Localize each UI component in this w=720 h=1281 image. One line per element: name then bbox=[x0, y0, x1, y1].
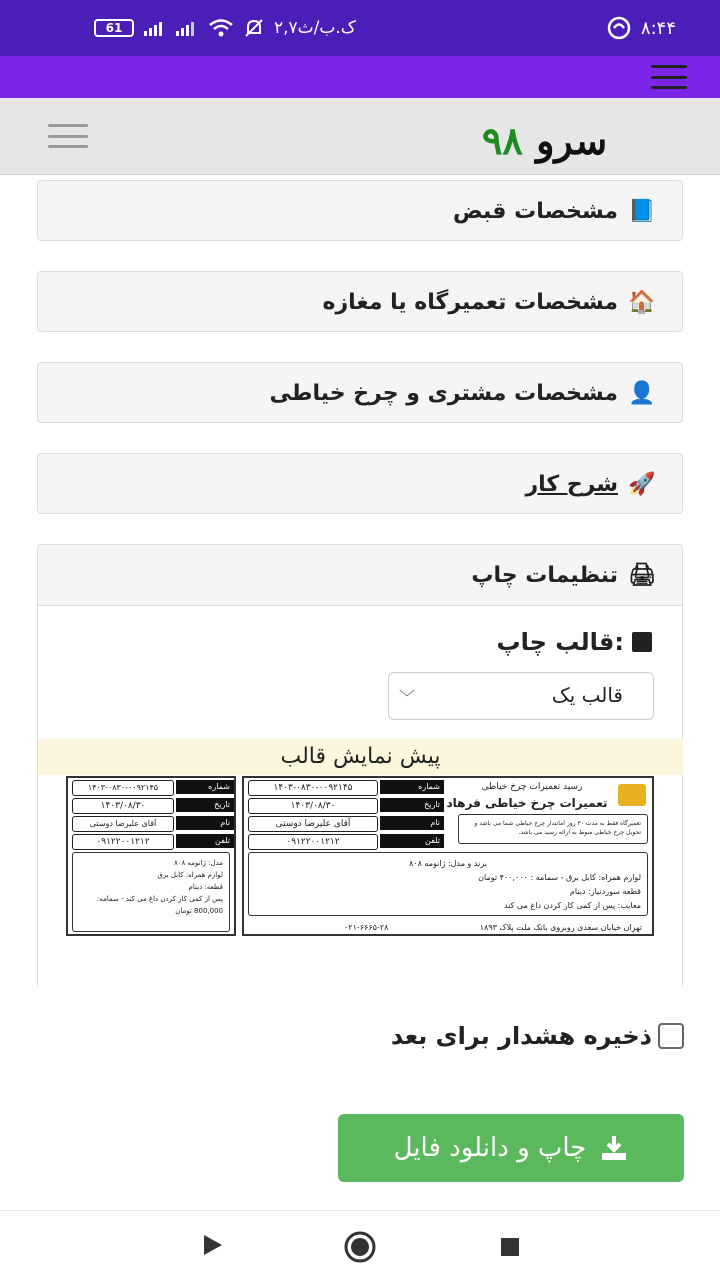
number-field: ۱۴۰۳-۰۸۳۰-۰۰۹۲۱۴۵ bbox=[248, 780, 378, 796]
stub-accessories-line: لوازم همراه: کابل برق bbox=[157, 871, 223, 879]
mute-bell-icon bbox=[244, 18, 264, 38]
panel-work-description[interactable] bbox=[37, 453, 683, 514]
user-circle-icon: 👤 bbox=[628, 380, 656, 406]
receipt-heading-small: رسید تعمیرات چرخ خیاطی bbox=[481, 782, 583, 792]
panel-receipt-details[interactable] bbox=[37, 180, 683, 241]
panel-title: مشخصات مشتری و چرخ خیاطی bbox=[269, 380, 618, 406]
stub-number-field: ۱۴۰۳-۰۸۳۰-۰۰۹۲۱۴۵ bbox=[72, 780, 174, 796]
site-menu-icon[interactable] bbox=[48, 124, 88, 148]
number-label: شماره bbox=[380, 780, 444, 794]
brand-line: برند و مدل: ژانومه ۸۰۸ bbox=[408, 859, 487, 868]
signal-icon bbox=[144, 20, 166, 36]
stub-date-field: ۱۴۰۳/۰۸/۳۰ bbox=[72, 798, 174, 814]
date-field: ۱۴۰۳/۰۸/۳۰ bbox=[248, 798, 378, 814]
home-icon: 🏠 bbox=[628, 289, 656, 315]
stub-details-box bbox=[72, 852, 230, 932]
site-header bbox=[0, 98, 720, 175]
print-download-button[interactable] bbox=[338, 1114, 684, 1182]
phone-label: تلفن bbox=[380, 834, 444, 848]
status-bar bbox=[0, 0, 720, 56]
template-select[interactable] bbox=[388, 672, 654, 720]
menu-icon[interactable] bbox=[651, 65, 687, 89]
printer-icon: 🖨 bbox=[628, 562, 656, 588]
stub-defect-line: پس از کمی کار کردن داغ می کند - سمامه: 800,000 تومان bbox=[96, 895, 223, 915]
wifi-icon bbox=[208, 18, 234, 38]
stub-phone-field: ۰۹۱۲۲۰۰۱۲۱۲ bbox=[72, 834, 174, 850]
date-label: تاریخ bbox=[380, 798, 444, 812]
book-icon: 📘 bbox=[628, 198, 656, 224]
phone-field: ۰۹۱۲۲۰۰۱۲۱۲ bbox=[248, 834, 378, 850]
logo-word: سرو bbox=[536, 118, 608, 163]
panel-title: مشخصات قبض bbox=[453, 198, 618, 224]
panel-shop-details[interactable] bbox=[37, 271, 683, 332]
rocket-icon: 🚀 bbox=[628, 471, 656, 497]
chevron-down-icon: ﹀ bbox=[399, 688, 416, 707]
save-warning-row[interactable] bbox=[391, 1022, 684, 1050]
print-settings-header[interactable] bbox=[38, 545, 682, 605]
site-logo[interactable] bbox=[482, 118, 607, 163]
name-field: آقای علیرضا دوستی bbox=[248, 816, 378, 832]
stub-part-line: قطعه: دینام bbox=[188, 883, 223, 891]
app-notification-icon bbox=[607, 16, 631, 40]
template-icon bbox=[632, 632, 652, 652]
stub-model-line: مدل: ژانومه ۸۰۸ bbox=[174, 859, 223, 867]
status-time: ۸:۴۴ bbox=[640, 17, 676, 39]
download-icon bbox=[600, 1134, 628, 1162]
panel-customer-details[interactable] bbox=[37, 362, 683, 423]
print-button-label: چاپ و دانلود فایل bbox=[393, 1133, 587, 1163]
battery-icon: 61 bbox=[94, 19, 134, 37]
template-select-value: قالب یک bbox=[551, 683, 623, 707]
receipt-preview-stub bbox=[66, 776, 236, 936]
navigation-bar bbox=[0, 1210, 720, 1281]
panel-title: مشخصات تعمیرگاه یا مغازه bbox=[322, 289, 618, 315]
stub-number-label: شماره bbox=[176, 780, 234, 794]
receipt-heading-big: تعمیرات چرخ خیاطی فرهاد bbox=[446, 796, 608, 810]
home-circle-icon[interactable] bbox=[344, 1231, 376, 1270]
signal-icon-2 bbox=[176, 20, 198, 36]
sewing-machine-icon bbox=[618, 784, 646, 806]
panel-title: شرح کار bbox=[525, 471, 618, 497]
part-line: قطعه سوردنیاز: دینام bbox=[569, 887, 641, 896]
receipt-preview-main bbox=[242, 776, 654, 936]
preview-title: پیش نمایش قالب bbox=[38, 739, 683, 775]
save-warning-checkbox[interactable] bbox=[658, 1023, 684, 1049]
defect-line: معایب: پس از کمی کار کردن داغ می کند bbox=[503, 901, 641, 910]
receipt-details-box bbox=[248, 852, 648, 916]
browser-app-bar bbox=[0, 56, 720, 98]
accessories-line: لوازم همراه: کابل برق - سمامه : ۴۰۰,۰۰۰ تومان bbox=[478, 873, 641, 882]
back-icon[interactable] bbox=[202, 1233, 224, 1264]
panel-title: تنظیمات چاپ bbox=[471, 562, 618, 588]
stub-phone-label: تلفن bbox=[176, 834, 234, 848]
stub-name-field: آقای علیرضا دوستی bbox=[72, 816, 174, 832]
name-label: نام bbox=[380, 816, 444, 830]
shop-phone: ۰۲۱-۶۶۶۵-۲۸ bbox=[344, 923, 389, 932]
template-label: قالب چاپ: bbox=[496, 628, 624, 656]
recents-icon[interactable] bbox=[499, 1235, 521, 1265]
logo-number: ۹۸ bbox=[482, 118, 523, 163]
status-date-text: ۲,۷ک.ب/ث bbox=[274, 18, 357, 38]
shop-address: تهران خیابان سعدی روبروی بانک ملت پلاک ۱۸۹۳ bbox=[479, 923, 642, 932]
save-warning-label: ذخیره هشدار برای بعد bbox=[390, 1022, 652, 1050]
panel-print-settings bbox=[37, 544, 683, 988]
print-settings-body bbox=[38, 605, 682, 988]
stub-name-label: نام bbox=[176, 816, 234, 830]
receipt-note: تعمیرگاه فقط به مدت ۳۰ روز امانتدار چرخ خیاطی شما می باشد و تحویل چرخ خیاطی منوط به ارائه رسید می باشد. bbox=[458, 814, 648, 844]
stub-date-label: تاریخ bbox=[176, 798, 234, 812]
